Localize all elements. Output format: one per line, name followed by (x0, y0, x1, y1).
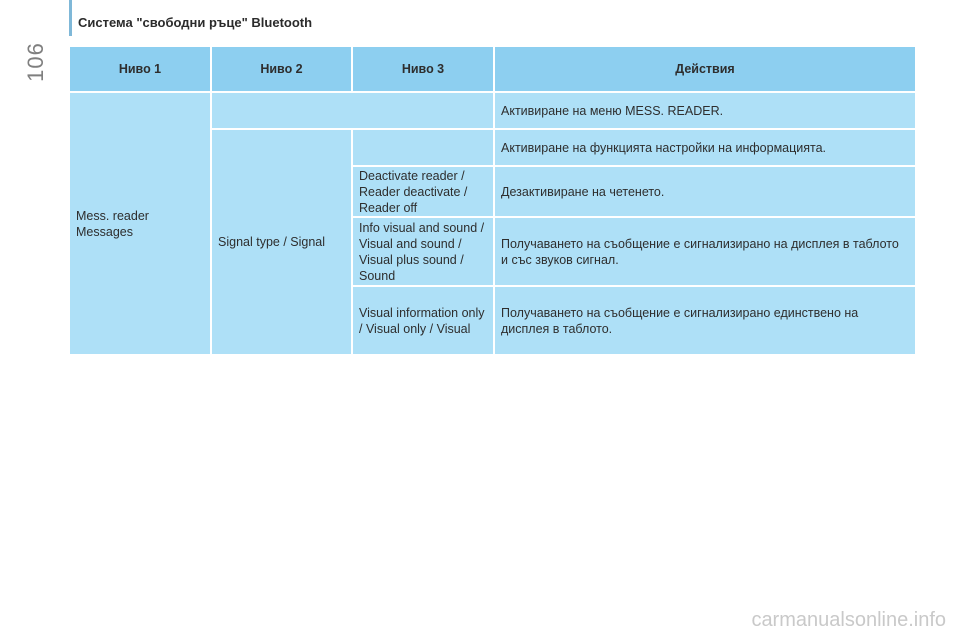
level3-label: Deactivate reader / Reader deactivate / Reader off (359, 168, 468, 215)
watermark: carmanualsonline.info (751, 609, 946, 631)
action-label: Получаването на съобщение е сигнализирано единствено на дисплея в таблото. (501, 305, 859, 336)
header-accent-bar (69, 0, 72, 36)
action-label: Дезактивиране на четенето. (501, 184, 665, 199)
action-label: Активиране на меню MESS. READER. (501, 103, 724, 118)
level3-label: Visual information only / Visual only / Visual (359, 305, 485, 336)
level3-cell (352, 286, 494, 355)
level3-cell (352, 217, 494, 286)
page-title: Система "свободни ръце" Bluetooth (78, 15, 313, 30)
level1-cell (69, 92, 211, 355)
header-level-3: Ниво 3 (352, 46, 494, 92)
header-actions: Действия (494, 46, 916, 92)
action-cell (494, 286, 916, 355)
level3-cell (352, 166, 494, 217)
action-label: Получаването на съобщение е сигнализирано на дисплея в таблото и със звуков сигнал. (501, 236, 899, 267)
level2-label: Signal type / Signal (218, 235, 326, 249)
page-number: 106 (23, 42, 48, 82)
action-cell (494, 92, 916, 129)
bluetooth-menu-table (68, 45, 917, 356)
level2-cell (211, 129, 352, 355)
table-header-row (69, 46, 916, 92)
level3-cell (211, 92, 494, 129)
level1-label: Mess. reader Messages (76, 208, 149, 239)
action-cell (494, 166, 916, 217)
action-cell (494, 129, 916, 166)
level3-label: Info visual and sound / Visual and sound / Visual plus sound / Sound (359, 220, 485, 283)
level3-cell (352, 129, 494, 166)
action-label: Активиране на функцията настройки на информацията. (501, 140, 827, 155)
header-level-1: Ниво 1 (69, 46, 211, 92)
action-cell (494, 217, 916, 286)
table-row (69, 92, 916, 129)
header-level-2: Ниво 2 (211, 46, 352, 92)
